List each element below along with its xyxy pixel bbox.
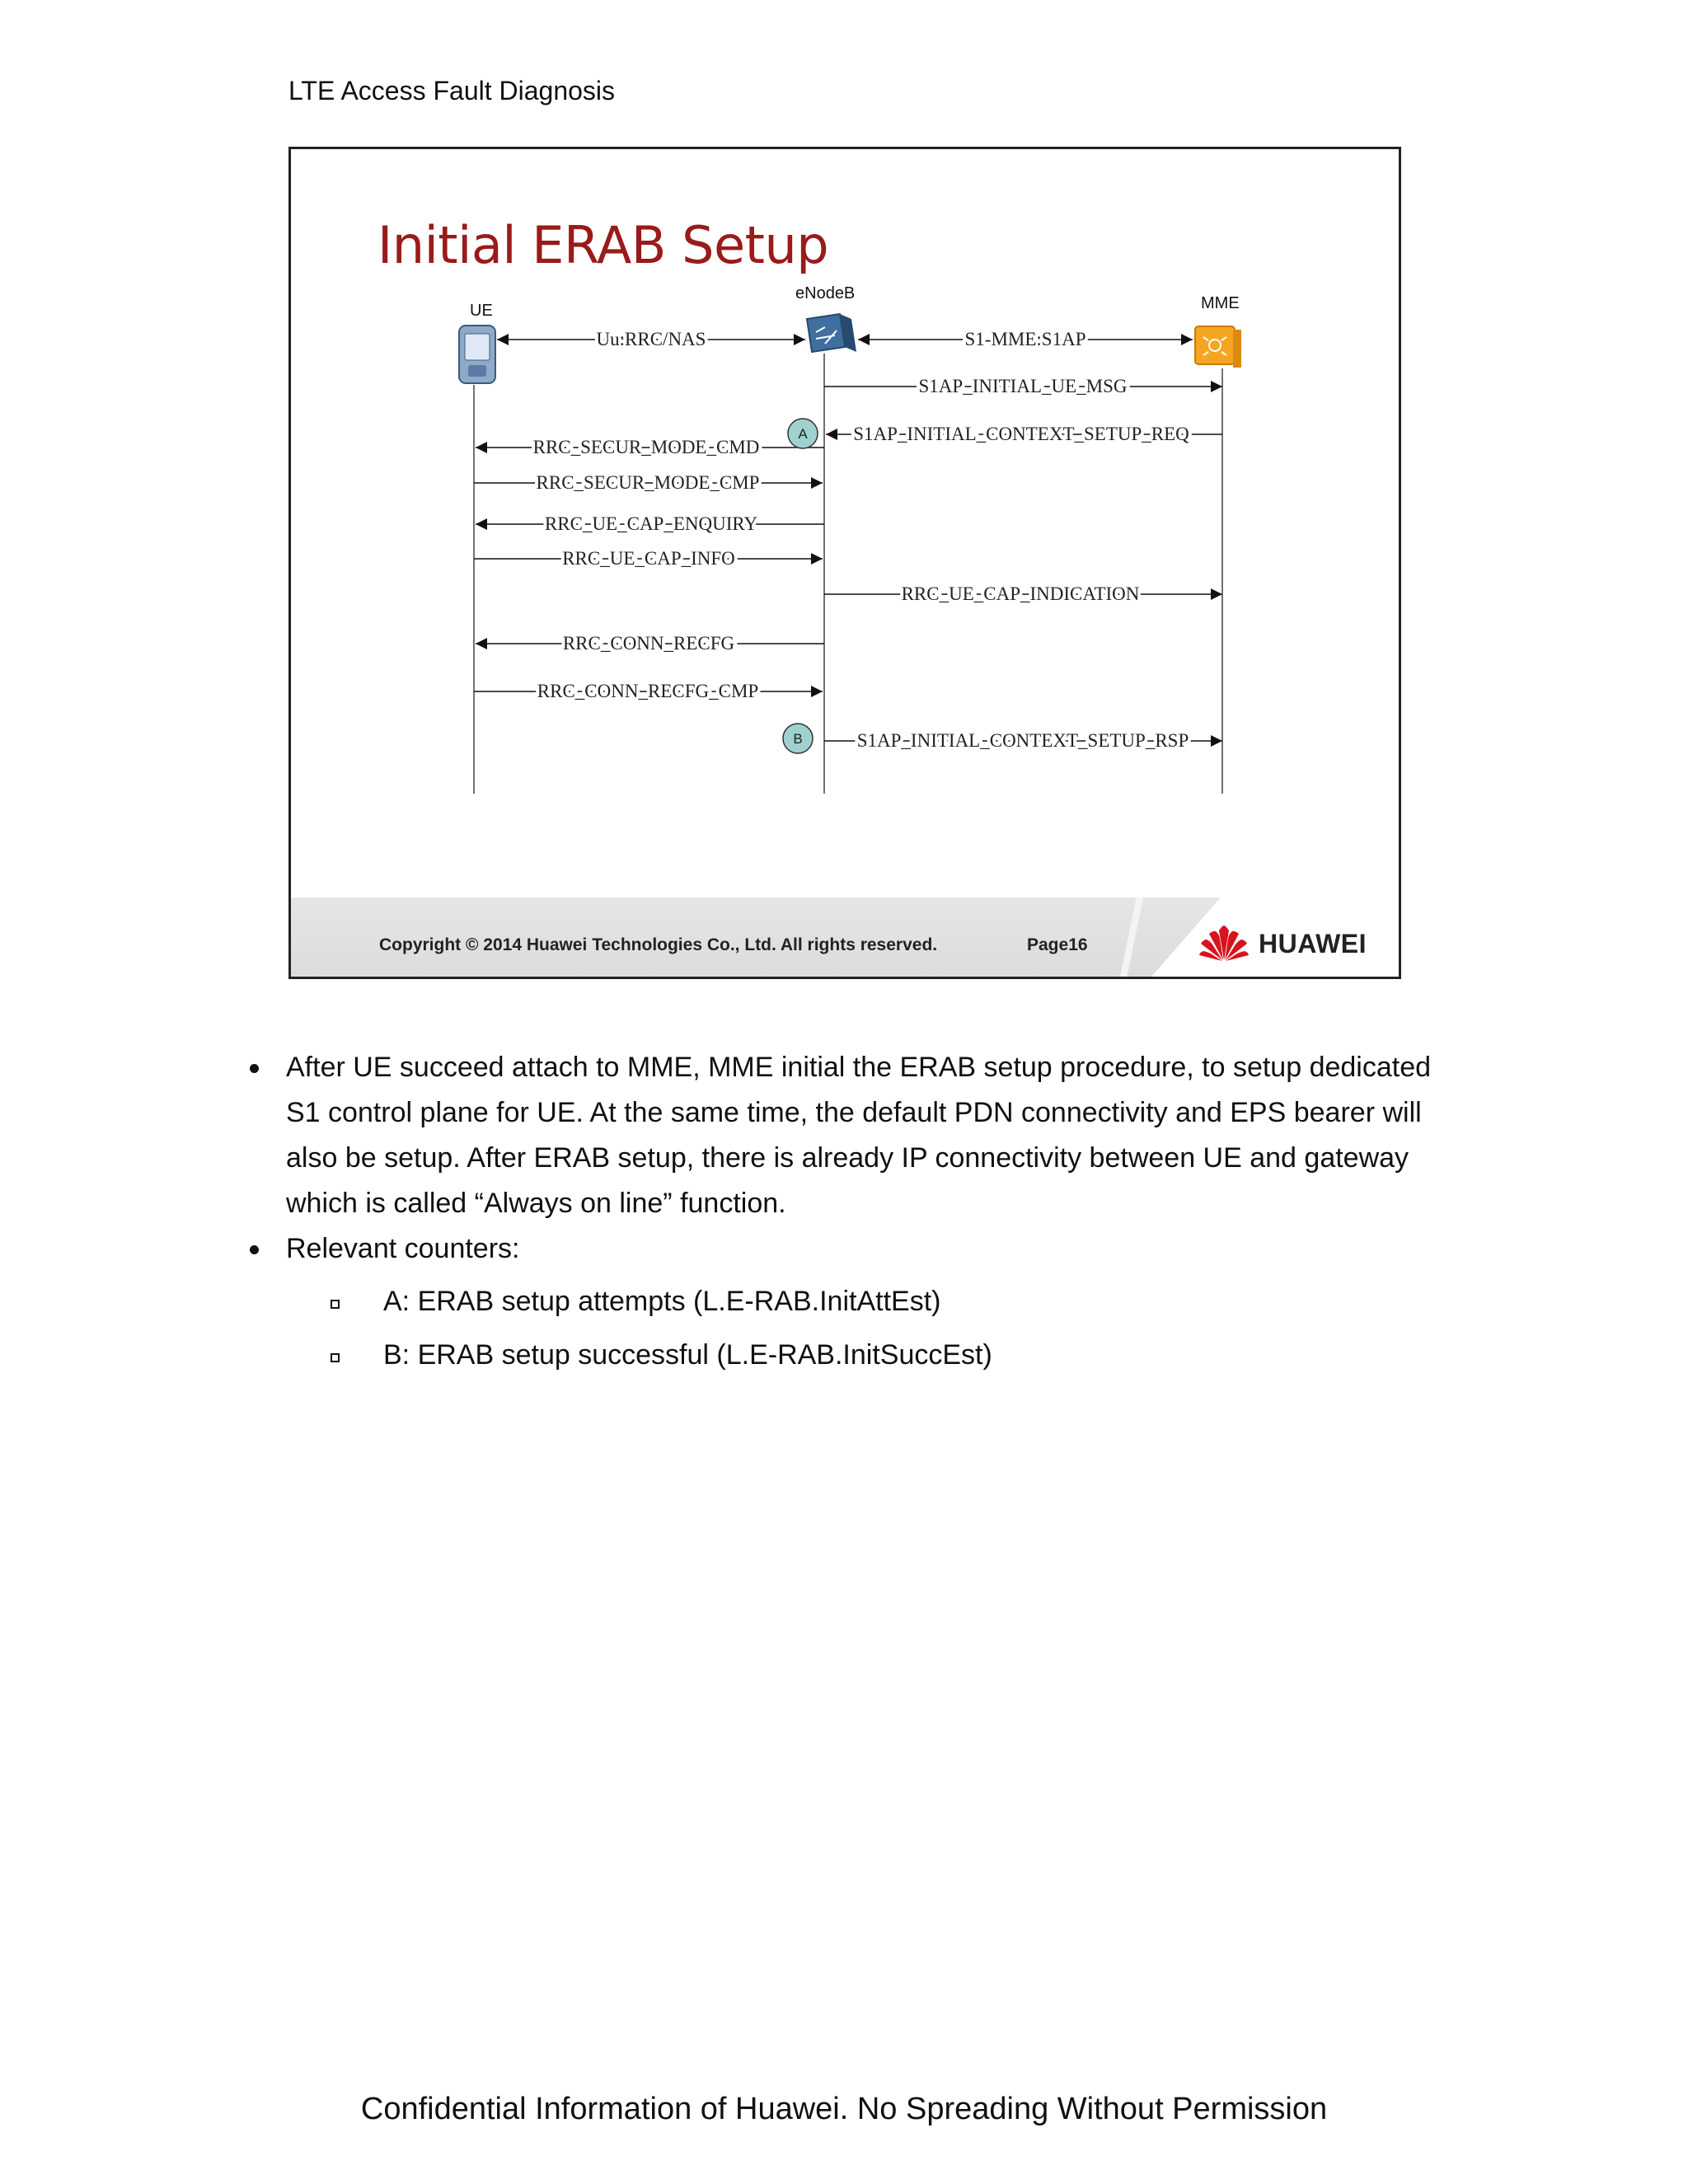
- msg-label-context-setup-rsp: S1AP_INITIAL_CONTEXT_SETUP_RSP: [856, 730, 1189, 751]
- ue-phone-icon: [459, 326, 495, 383]
- msg-label-conn-recfg: RRC_CONN_RECFG: [562, 633, 735, 654]
- enodeb-router-icon: [807, 314, 856, 352]
- slide-footer: [291, 898, 1399, 977]
- brand-text: HUAWEI: [1259, 928, 1367, 958]
- copyright-text: Copyright © 2014 Huawei Technologies Co., Ltd. All rights reserved.: [379, 935, 938, 954]
- bullet-counters-label: Relevant counters:: [286, 1233, 520, 1264]
- mme-label: MME: [1201, 294, 1240, 312]
- bullet-item: After UE succeed attach to MME, MME initial the ERAB setup procedure, to setup dedicated S1 control plane for UE. At the same time, the default PDN connectivity and EPS bearer will also be setup. After ERAB setup, there is already IP connectivity between UE and gateway which is called “Always on line” function.: [243, 1045, 1447, 1226]
- enodeb-label: eNodeB: [795, 284, 856, 302]
- counter-marker-b: [783, 724, 813, 753]
- sub-bullet-item-b: B: ERAB setup successful (L.E-RAB.InitSuccEst): [329, 1333, 1447, 1378]
- msg-label-conn-recfg-cmp: RRC_CONN_RECFG_CMP: [537, 681, 759, 701]
- page-header: LTE Access Fault Diagnosis: [288, 76, 616, 105]
- huawei-logo: [1198, 926, 1367, 962]
- svg-text:A: A: [798, 426, 808, 442]
- mme-server-icon: [1195, 326, 1241, 368]
- sub-bullet-item-a: A: ERAB setup attempts (L.E-RAB.InitAttEst): [329, 1279, 1447, 1324]
- msg-label-ue-cap-enquiry: RRC_UE_CAP_ENQUIRY: [544, 513, 758, 534]
- svg-text:B: B: [793, 731, 803, 747]
- msg-label-initial-ue-msg: S1AP_INITIAL_UE_MSG: [918, 376, 1128, 396]
- msg-label-ue-cap-info: RRC_UE_CAP_INFO: [562, 548, 735, 569]
- slide: [288, 147, 1401, 979]
- msg-label-secur-mode-cmp: RRC_SECUR_MODE_CMP: [536, 472, 760, 493]
- slide-title: Initial ERAB Setup: [377, 215, 829, 275]
- msg-label-secur-mode-cmd: RRC_SECUR_MODE_CMD: [532, 437, 760, 457]
- msg-label-context-setup-req: S1AP_INITIAL_CONTEXT_SETUP_REQ: [853, 424, 1189, 444]
- uu-interface-label: Uu:RRC/NAS: [596, 329, 706, 349]
- sub-bullet-list: [286, 1279, 1447, 1378]
- msg-label-ue-cap-indication: RRC_UE_CAP_INDICATION: [901, 583, 1140, 604]
- counter-marker-a: [788, 419, 818, 448]
- confidential-footer: Confidential Information of Huawei. No Spreading Without Permission: [360, 2092, 1328, 2126]
- ue-label: UE: [470, 302, 493, 320]
- slide-page-number: Page16: [1027, 935, 1088, 954]
- bullet-item-counters: [243, 1226, 1447, 1378]
- sequence-diagram: [291, 149, 1399, 977]
- s1-interface-label: S1-MME:S1AP: [964, 329, 1086, 349]
- bullet-list: [243, 1045, 1447, 1386]
- huawei-flower-icon: [1198, 926, 1250, 962]
